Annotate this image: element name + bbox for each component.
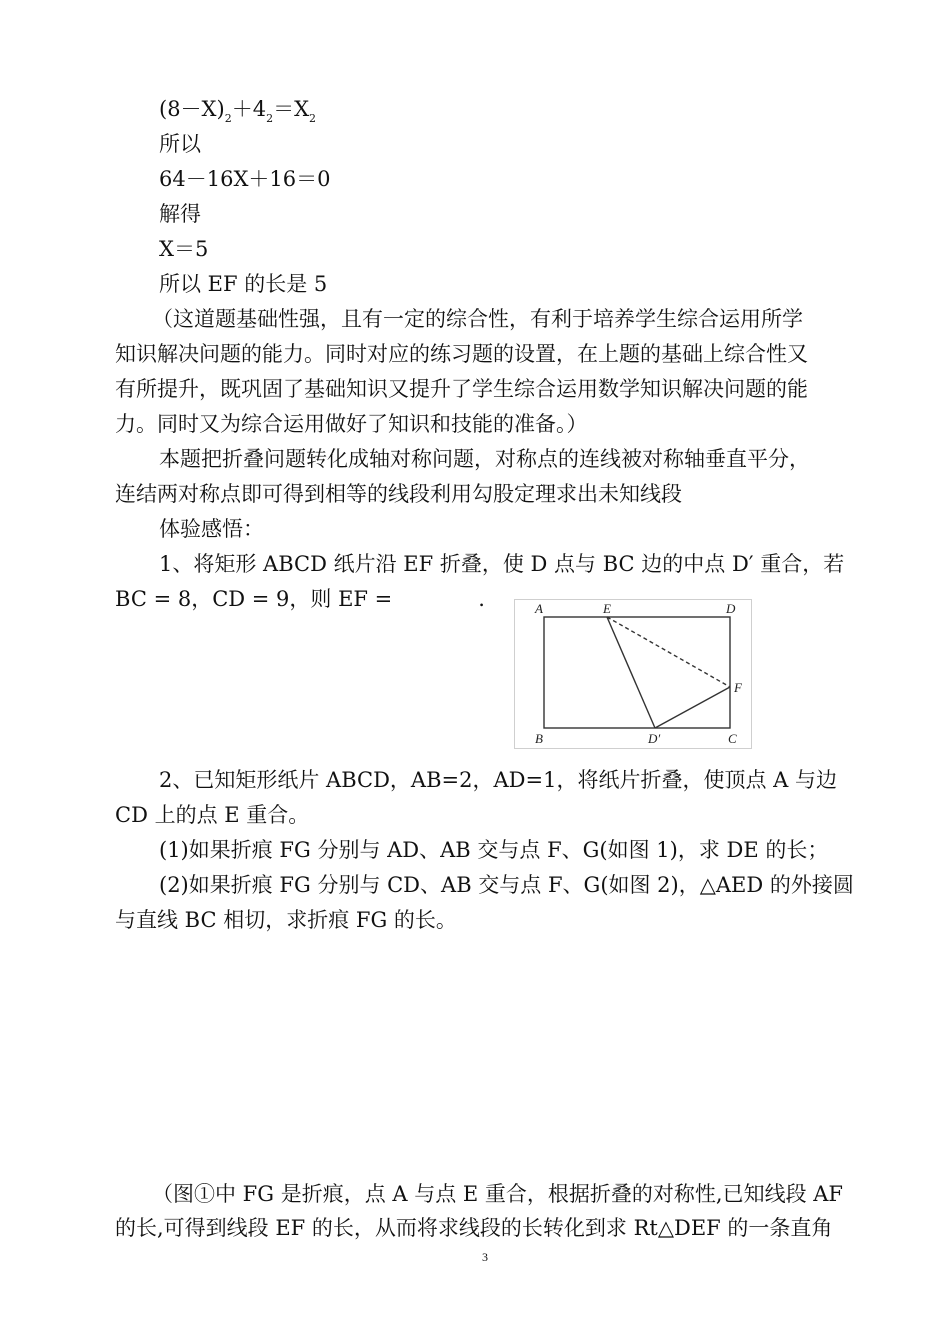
question-2-line: CD 上的点 E 重合。 [115,803,310,827]
hint-line: 的长,可得到线段 EF 的长，从而将求线段的长转化到求 Rt△DEF 的一条直角 [115,1216,833,1240]
commentary-line: 知识解决问题的能力。同时对应的练习题的设置，在上题的基础上综合性又 [115,342,808,366]
commentary-line: 力。同时又为综合运用做好了知识和技能的准备。） [115,412,588,436]
question-2-part-1: (1)如果折痕 FG 分别与 AD、AB 交与点 F、G(如图 1)，求 DE 的长； [159,838,829,862]
rectangle-abcd [544,617,730,728]
analysis-line: 连结两对称点即可得到相等的线段利用勾股定理求出未知线段 [115,482,682,506]
section-heading: 体验感悟： [159,517,264,541]
hint-line: （图①中 FG 是折痕，点 A 与点 E 重合，根据折叠的对称性,已知线段 AF [152,1182,843,1206]
segment-ed-prime [607,617,655,728]
label-f: F [734,680,742,695]
question-2-line: 2、已知矩形纸片 ABCD，AB=2，AD=1，将纸片折叠，使顶点 A 与边 [159,768,837,792]
text-line: 解得 [159,202,201,226]
label-d: D [726,601,736,616]
page-number: 3 [482,1250,488,1264]
commentary-line: （这道题基础性强，且有一定的综合性，有利于培养学生综合运用所学 [152,307,803,331]
label-e: E [603,601,611,616]
question-2-line: 与直线 BC 相切，求折痕 FG 的长。 [115,908,457,932]
fold-line-ef [607,617,730,687]
question-1-line: BC = 8，CD = 9，则 EF = . [115,587,485,611]
question-1-line: 1、将矩形 ABCD 纸片沿 EF 折叠，使 D 点与 BC 边的中点 D′ 重合，若 [159,552,845,576]
figure-svg [515,600,751,748]
segment-d-prime-f [655,687,730,728]
label-b: B [535,731,543,746]
label-c: C [728,731,737,746]
label-a: A [535,601,543,616]
question-2-part-2: (2)如果折痕 FG 分别与 CD、AB 交与点 F、G(如图 2)，△AED 的外接圆 [159,873,854,897]
equation-line-2: 64－16X＋16＝0 [159,167,331,191]
equation-line-3: X＝5 [159,237,209,261]
equation-line-1: $(8-X)_2+4_2=X_2$ [159,97,317,125]
commentary-line: 有所提升，既巩固了基础知识又提升了学生综合运用数学知识解决问题的能 [115,377,808,401]
analysis-line: 本题把折叠问题转化成轴对称问题，对称点的连线被对称轴垂直平分， [159,447,810,471]
text-line: 所以 [159,132,201,156]
label-d-prime: D′ [648,731,661,746]
fold-rectangle-figure [514,599,752,749]
text-line: 所以 EF 的长是 5 [159,272,328,296]
